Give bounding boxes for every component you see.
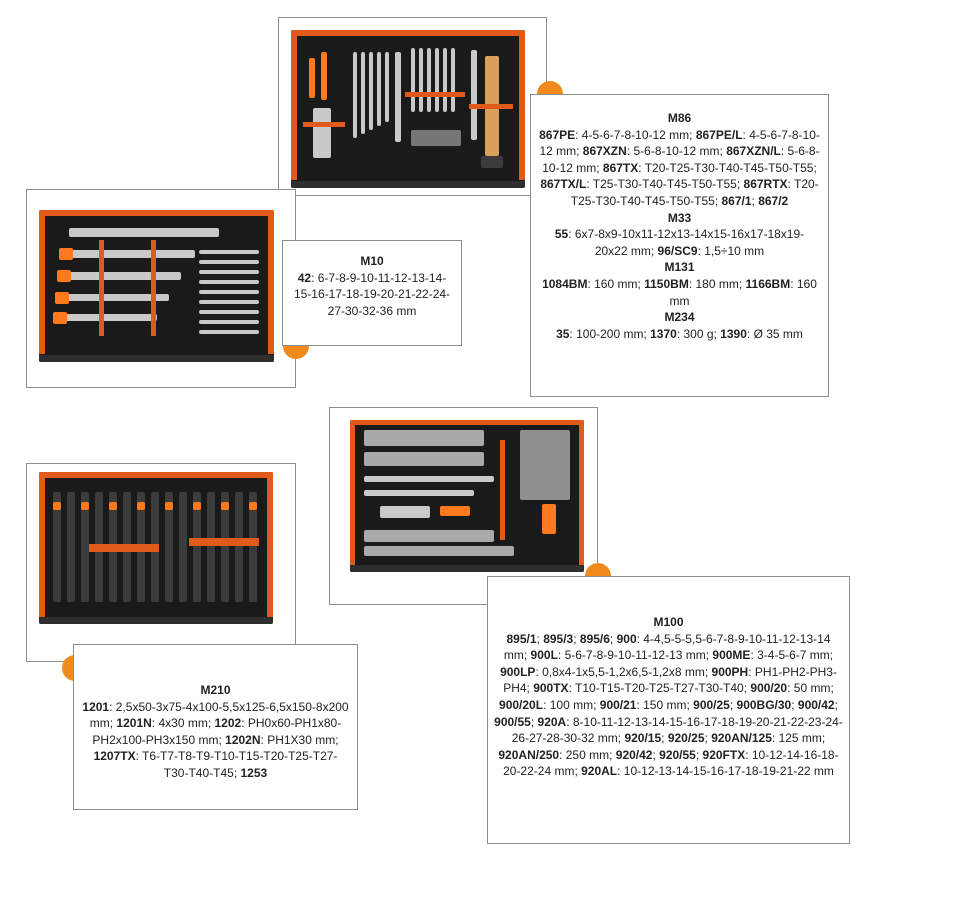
spec-box-m100 — [487, 576, 850, 844]
tool-drawer-m86-image — [291, 30, 525, 188]
spec-text: 895/1; 895/3; 895/6; 900: 4-4,5-5-5,5-6-7-8-9-10-11-12-13-14 mm; 900L: 5-6-7-8-9-10-11-12-13 mm; 900ME: 3-4-5-6-7 mm; 900LP: 0,8x4-1x5,5-1,2x6,5-1,2x8 mm; 900PH: PH1-PH2-PH3-PH4; 900TX: T10-T15-T20-T25-T27-T30-T40; 900/20: 50 mm; 900/20L: 100 mm; 900/21: 150 mm; 900/25; 900BG/30; 900/42; 900/55; 920A: 8-10-11-12-13-14-15-16-17-18-19-20-21-22-23-24-26-27-28-30-32 mm; 920/15; 920/25; 920AN/125: 125 mm; 920AN/250: 250 mm; 920/42; 920/55; 920FTX: 10-12-14-16-18-20-22-24 mm; 920AL: 10-12-13-14-15-16-17-18-19-21-22 mm — [494, 631, 843, 779]
spec-title: M131 — [664, 260, 695, 275]
spec-text: 55: 6x7-8x9-10x11-12x13-14x15-16x17-18x19-20x22 mm; 96/SC9: 1,5÷10 mm — [554, 227, 805, 258]
spec-title: M234 — [664, 310, 695, 325]
spec-text: 42: 6-7-8-9-10-11-12-13-14-15-16-17-18-19-20-21-22-24-27-30-32-36 mm — [293, 270, 451, 318]
spec-title: M33 — [667, 210, 692, 225]
photo-frame-m10 — [26, 189, 296, 388]
spec-title: M100 — [653, 615, 684, 629]
tool-drawer-m10-image — [39, 210, 274, 362]
spec-box-m10 — [282, 240, 462, 346]
spec-text: 1201: 2,5x50-3x75-4x100-5,5x125-6,5x150-8x200 mm; 1201N: 4x30 mm; 1202: PH0x60-PH1x80-PH2x100-PH3x150 mm; 1202N: PH1X30 mm; 1207TX: T6-T7-T8-T9-T10-T15-T20-T25-T27-T30-T40-T45; 1253 — [82, 699, 349, 780]
spec-box-m210 — [73, 644, 358, 810]
tool-drawer-m100-image — [350, 420, 584, 572]
spec-text: 1084BM: 160 mm; 1150BM: 180 mm; 1166BM: 160 mm — [542, 276, 817, 308]
spec-text: 867PE: 4-5-6-7-8-10-12 mm; 867PE/L: 4-5-6-7-8-10-12 mm; 867XZN: 5-6-8-10-12 mm; 867XZN/L: 5-6-8-10-12 mm; 867TX: T20-T25-T30-T40-T45-T50-T55; 867TX/L: T25-T30-T40-T45-T50-T55; 867RTX: T20-T25-T30-T40-T45-T50-T55; 867/1; 867/2 — [539, 127, 820, 208]
spec-text: 35: 100-200 mm; 1370: 300 g; 1390: Ø 35 mm — [556, 326, 803, 341]
photo-frame-m210 — [26, 463, 296, 662]
tool-drawer-m210-image — [39, 472, 273, 624]
spec-title: M210 — [200, 683, 231, 697]
spec-box-m86 — [530, 94, 829, 397]
spec-title: M86 — [667, 111, 692, 125]
spec-title: M10 — [360, 254, 384, 268]
photo-frame-m86 — [278, 17, 547, 196]
